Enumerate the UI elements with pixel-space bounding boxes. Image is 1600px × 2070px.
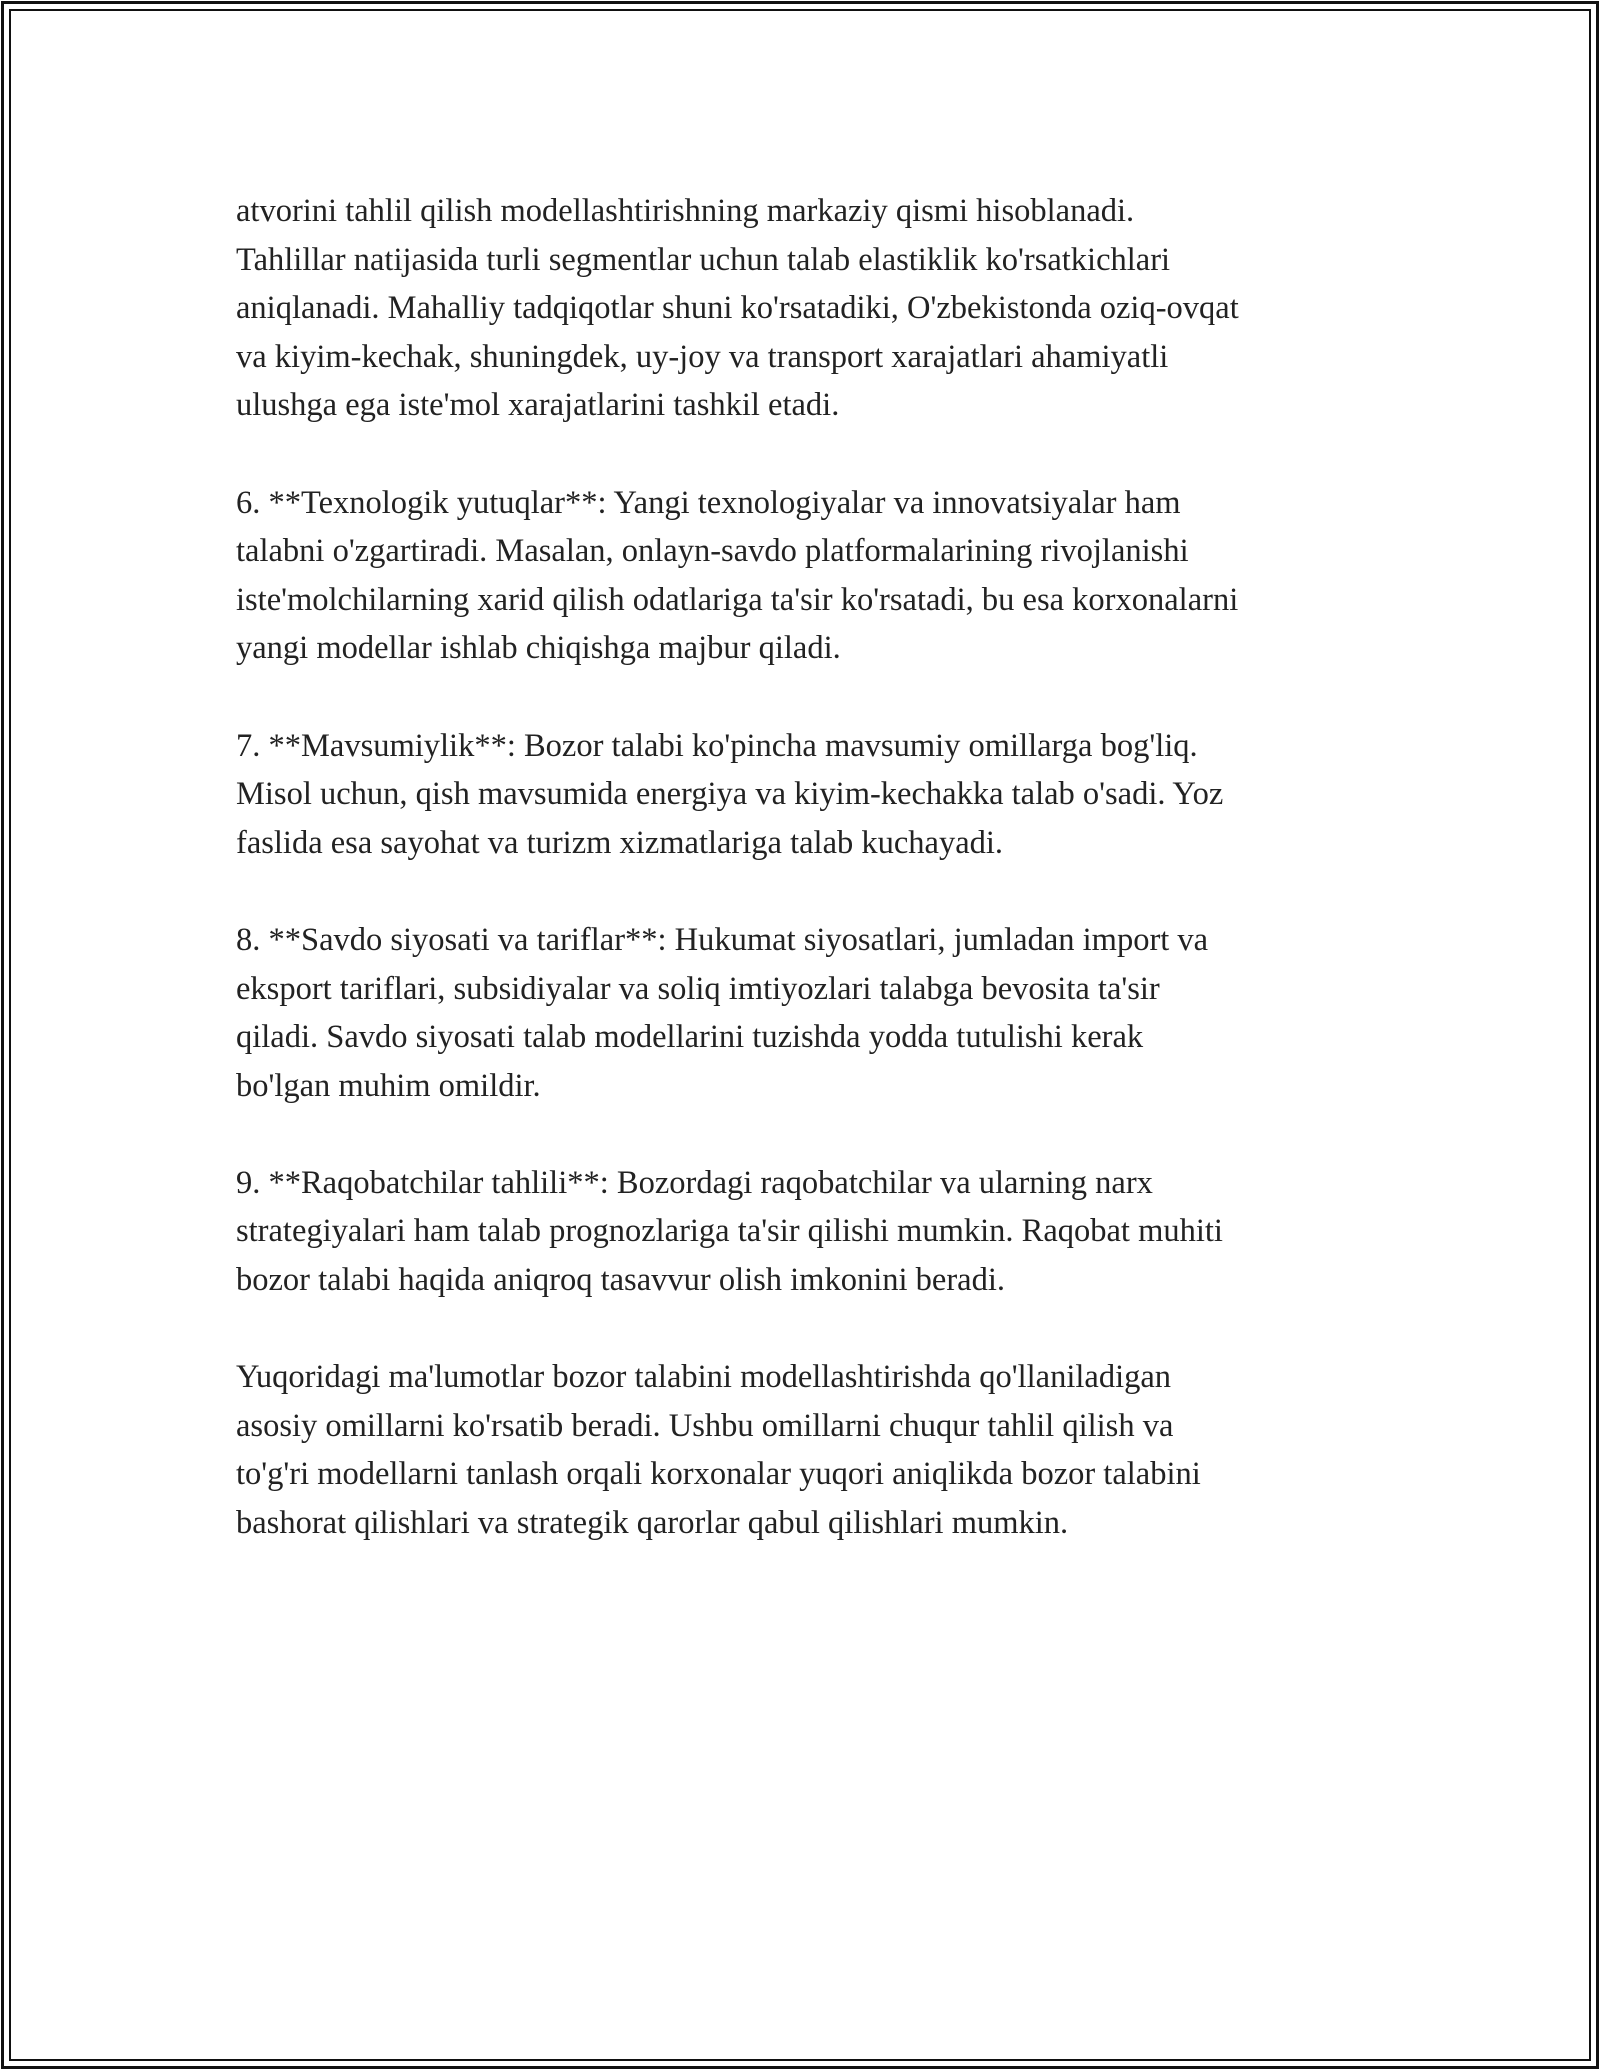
paragraph-conclusion: Yuqoridagi ma'lumotlar bozor talabini modellashtirishda qo'llaniladigan asosiy omillarni ko'rsatib beradi. Ushbu omillarni chuqur tahlil qilish va to'g'ri modellarni tanlash orqali korxonalar yuqori aniqlikda bozor talabini bashorat qilishlari va strategik qarorlar qabul qilishlari mumkin. <box>236 1359 1201 1542</box>
paragraph-competitor-analysis: 9. **Raqobatchilar tahlili**: Bozordagi raqobatchilar va ularning narx strategiyalari ham talab prognozlariga ta'sir qilishi mumkin. Raqobat muhiti bozor talabi haqida aniqroq tasavvur olish imkonini beradi. <box>236 1164 1223 1299</box>
paragraph-consumer-spending: atvorini tahlil qilish modellashtirishning markaziy qismi hisoblanadi. Tahlillar natijasida turli segmentlar uchun talab elastiklik ko'rsatkichlari aniqlanadi. Mahalliy tadqiqotlar shuni ko'rsatadiki, O'zbekistonda oziq-ovqat va kiyim-kechak, shuningdek, uy-joy va transport xarajatlari ahamiyatli ulushga ega iste'mol xarajatlarini tashkil etadi. <box>236 193 1239 424</box>
paragraph-technological-advances: 6. **Texnologik yutuqlar**: Yangi texnologiyalar va innovatsiyalar ham talabni o'zgartiradi. Masalan, onlayn-savdo platformalarining rivojlanishi iste'molchilarning xarid qilish odatlariga ta'sir ko'rsatadi, bu esa korxonalarni yangi modellar ishlab chiqishga majbur qiladi. <box>236 484 1239 667</box>
paragraph-seasonality: 7. **Mavsumiylik**: Bozor talabi ko'pincha mavsumiy omillarga bog'liq. Misol uchun, qish mavsumida energiya va kiyim-kechakka talab o'sadi. Yoz faslida esa sayohat va turizm xizmatlariga talab kuchayadi. <box>236 727 1224 861</box>
paragraph-trade-policy: 8. **Savdo siyosati va tariflar**: Hukumat siyosatlari, jumladan import va eksport tariflari, subsidiyalar va soliq imtiyozlari talabga bevosita ta'sir qiladi. Savdo siyosati talab modellarini tuzishda yodda tutulishi kerak bo'lgan muhim omildir. <box>236 921 1209 1104</box>
document-body <box>236 187 1386 1596</box>
